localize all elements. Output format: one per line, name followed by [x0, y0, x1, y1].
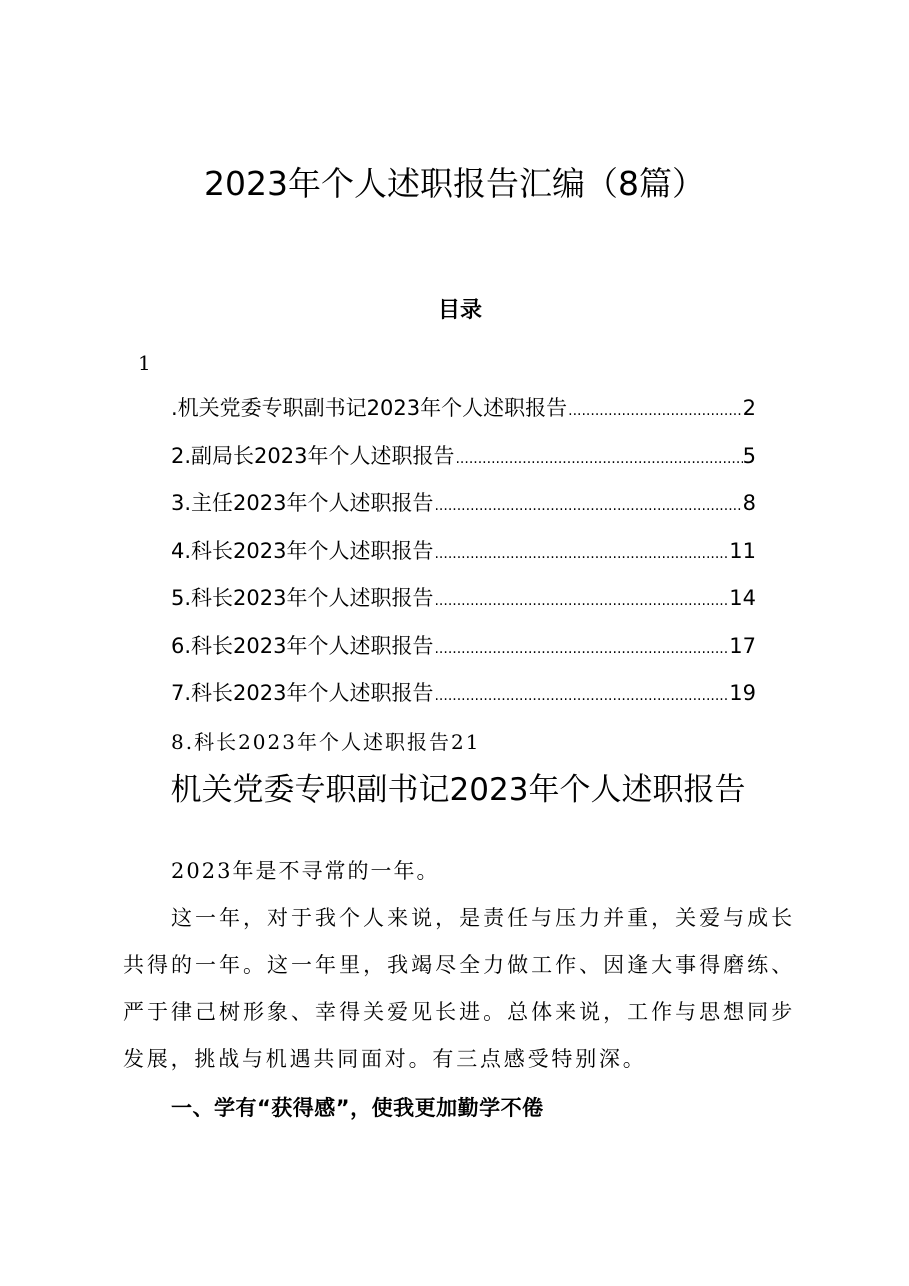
toc-entry-last[interactable]: 8.科长2023年个人述职报告21: [171, 730, 481, 754]
toc-entry[interactable]: [171, 580, 756, 628]
toc-leader-dots: [433, 678, 729, 714]
body-paragraph: 2023年是不寻常的一年。: [171, 859, 440, 883]
body-paragraph: 这一年，对于我个人来说，是责任与压力并重，关爱与成长共得的一年。这一年里，我竭尽全力做工作、因逢大事得磨练、严于律己树形象、幸得关爱见长进。总体来说，工作与思想同步发展，挑战与机遇共同面对。有三点感受特别深。: [123, 906, 795, 1071]
toc-entry[interactable]: [171, 533, 756, 581]
section-subheading: 一、学有“获得感”，使我更加勤学不倦: [171, 1096, 544, 1120]
toc-entry[interactable]: [171, 675, 756, 723]
toc-list: [171, 390, 756, 723]
toc-entry[interactable]: [171, 390, 756, 438]
toc-leader-dots: [433, 488, 742, 524]
toc-page-number: 14: [729, 586, 756, 610]
document-title: 2023年个人述职报告汇编（8篇）: [204, 164, 705, 203]
toc-marker: 1: [138, 351, 151, 375]
toc-entry-label: 6.科长2023年个人述职报告: [171, 633, 434, 658]
toc-leader-dots: [433, 631, 729, 667]
toc-entry[interactable]: [171, 438, 756, 486]
toc-entry-label: 2.副局长2023年个人述职报告: [171, 443, 455, 468]
toc-heading: 目录: [437, 297, 482, 323]
toc-entry-label: 5.科长2023年个人述职报告: [171, 586, 434, 610]
toc-page-number: 5: [742, 443, 756, 468]
toc-entry-label: 4.科长2023年个人述职报告: [171, 538, 434, 563]
toc-page-number: 2: [742, 396, 756, 420]
toc-leader-dots: [433, 583, 729, 619]
toc-page-number: 19: [729, 681, 756, 705]
toc-entry-label: 3.主任2023年个人述职报告: [171, 491, 434, 515]
toc-entry[interactable]: [171, 485, 756, 533]
toc-leader-dots: [454, 441, 742, 477]
section-title: 机关党委专职副书记2023年个人述职报告: [170, 772, 746, 808]
toc-leader-dots: [567, 393, 743, 429]
toc-page-number: 17: [729, 633, 756, 658]
toc-leader-dots: [433, 536, 729, 572]
toc-page-number: 8: [742, 491, 756, 515]
toc-page-number: 11: [729, 538, 756, 563]
toc-entry-label: 7.科长2023年个人述职报告: [171, 681, 434, 705]
toc-entry-label: .机关党委专职副书记2023年个人述职报告: [171, 396, 568, 420]
toc-entry[interactable]: [171, 628, 756, 676]
